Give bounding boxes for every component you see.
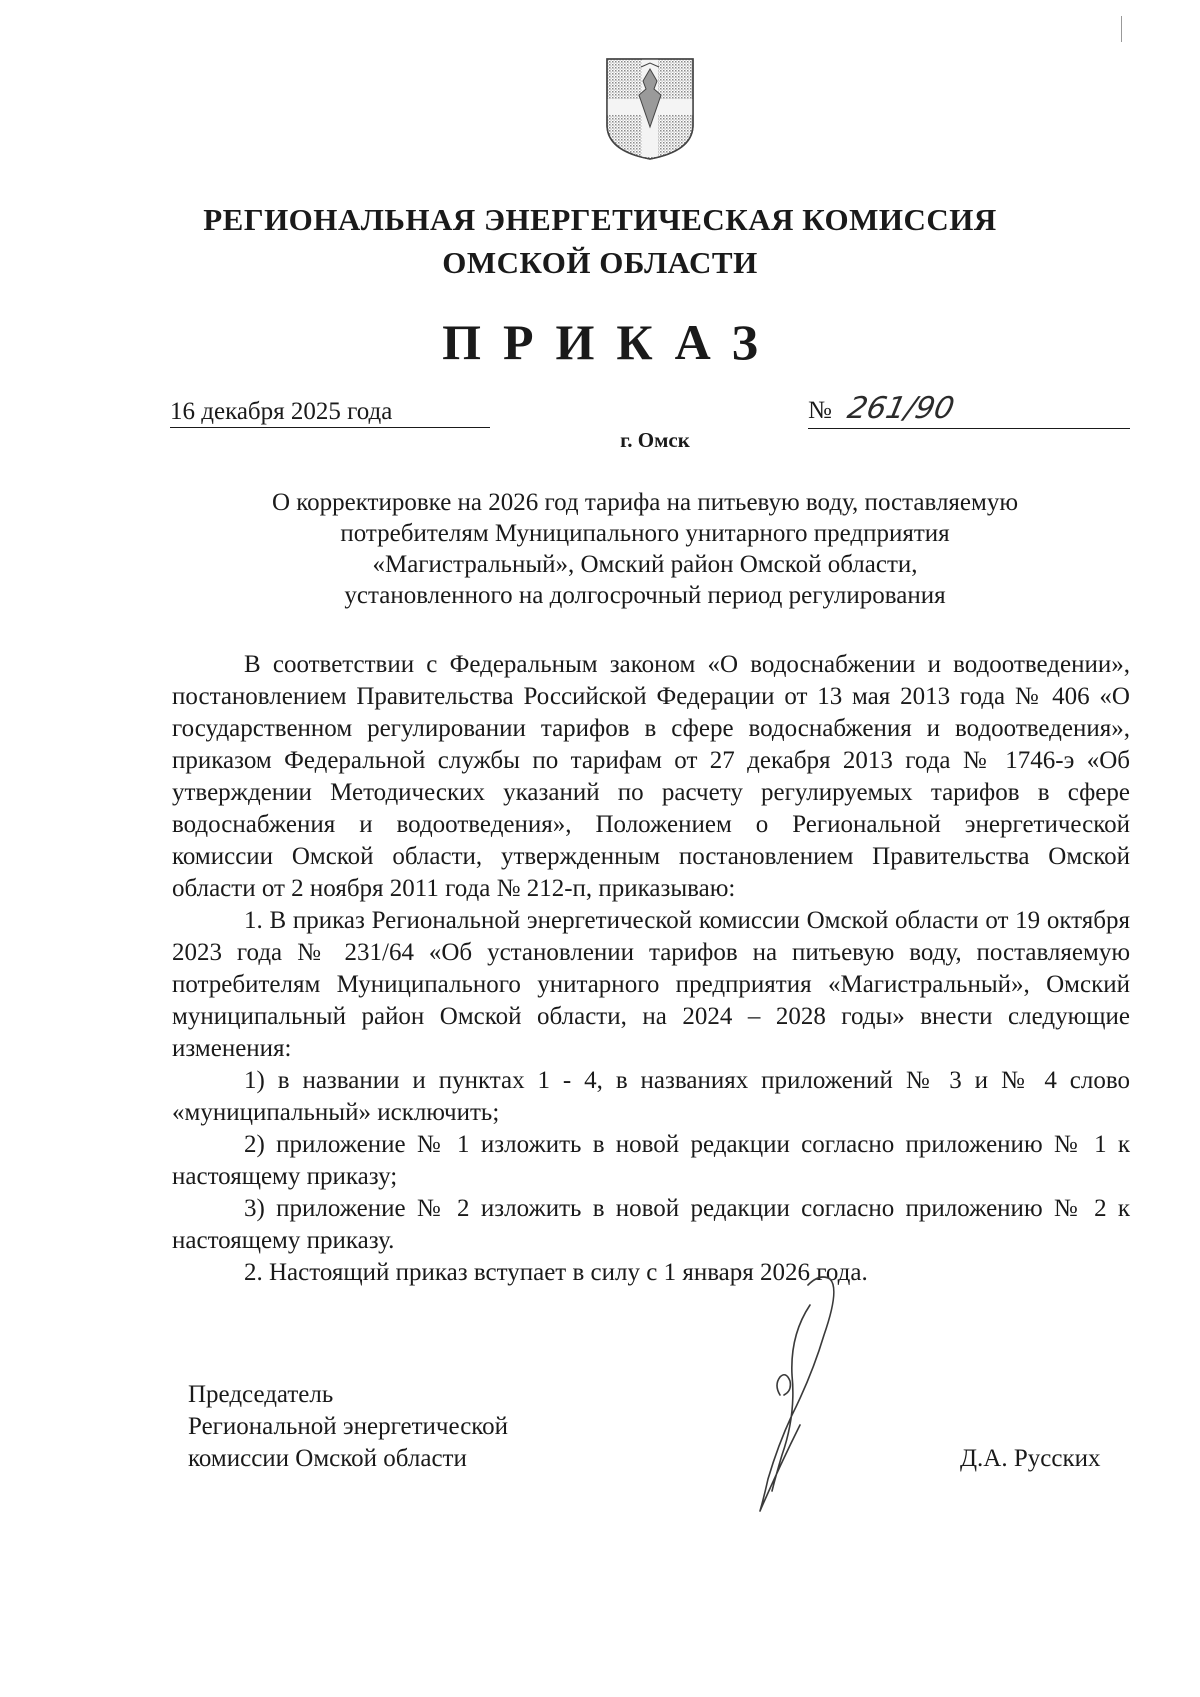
organization-name-line1: РЕГИОНАЛЬНАЯ ЭНЕРГЕТИЧЕСКАЯ КОМИССИЯ [203, 202, 997, 237]
position-line: Председатель [188, 1381, 334, 1408]
subject-line: потребителям Муниципального унитарного предприятия [340, 520, 950, 547]
handwritten-signature [720, 1265, 870, 1515]
subject-line: «Магистральный», Омский район Омской области, [372, 551, 918, 578]
position-line: Региональной энергетической [188, 1413, 509, 1440]
document-type: ПРИКАЗ [442, 314, 780, 370]
preamble-paragraph: В соответствии с Федеральным законом «О водоснабжении и водоотведении», постановлением Правительства Российской Федерации от 13 мая 2013 года № 406 «О государственном регулировании тарифов в сфере водоснабжения и водоотведения», приказом Федеральной службы по тарифам от 27 декабря 2013 года № 1746-э «Об утверждении Методических указаний по расчету регулируемых тарифов в сфере водоснабжения и водоотведения», Положением о Региональной энергетической комиссии Омской области, утвержденным постановлением Правительства Омской области от 2 ноября 2011 года № 212-п, приказываю: [172, 651, 1130, 902]
order-subitem-2: 2) приложение № 1 изложить в новой редакции согласно приложению № 1 к настоящему приказу; [172, 1131, 1130, 1190]
signatory-name: Д.А. Русских [960, 1445, 1101, 1472]
corner-mark [1115, 16, 1122, 42]
document-body [172, 649, 1130, 1289]
document-number [808, 392, 1130, 429]
subject-line: установленного на долгосрочный период регулирования [344, 582, 946, 609]
handwritten-number: 261/90 [844, 391, 958, 426]
position-line: комиссии Омской области [188, 1445, 467, 1472]
order-subitem-1: 1) в названии и пунктах 1 - 4, в названиях приложений № 3 и № 4 слово «муниципальный» исключить; [172, 1067, 1130, 1126]
order-item-2: 2. Настоящий приказ вступает в силу с 1 января 2026 года. [244, 1259, 868, 1286]
document-date: 16 декабря 2025 года [170, 397, 490, 428]
subject-line: О корректировке на 2026 год тарифа на питьевую воду, поставляемую [271, 489, 1019, 516]
order-item-1: 1. В приказ Региональной энергетической комиссии Омской области от 19 октября 2023 года № 231/64 «Об установлении тарифов на питьевую воду, поставляемую потребителям Муниципального унитарного предприятия «Магистральный», Омский муниципальный район Омской области, на 2024 – 2028 годы» внести следующие изменения: [172, 907, 1130, 1062]
number-sign: № [808, 397, 832, 424]
organization-name-line2: ОМСКОЙ ОБЛАСТИ [442, 245, 758, 280]
signatory-position [188, 1379, 508, 1475]
document-subject [200, 487, 1090, 611]
city: г. Омск [620, 428, 690, 452]
order-subitem-3: 3) приложение № 2 изложить в новой редакции согласно приложению № 2 к настоящему приказу. [172, 1195, 1130, 1254]
coat-of-arms-icon [603, 55, 697, 163]
